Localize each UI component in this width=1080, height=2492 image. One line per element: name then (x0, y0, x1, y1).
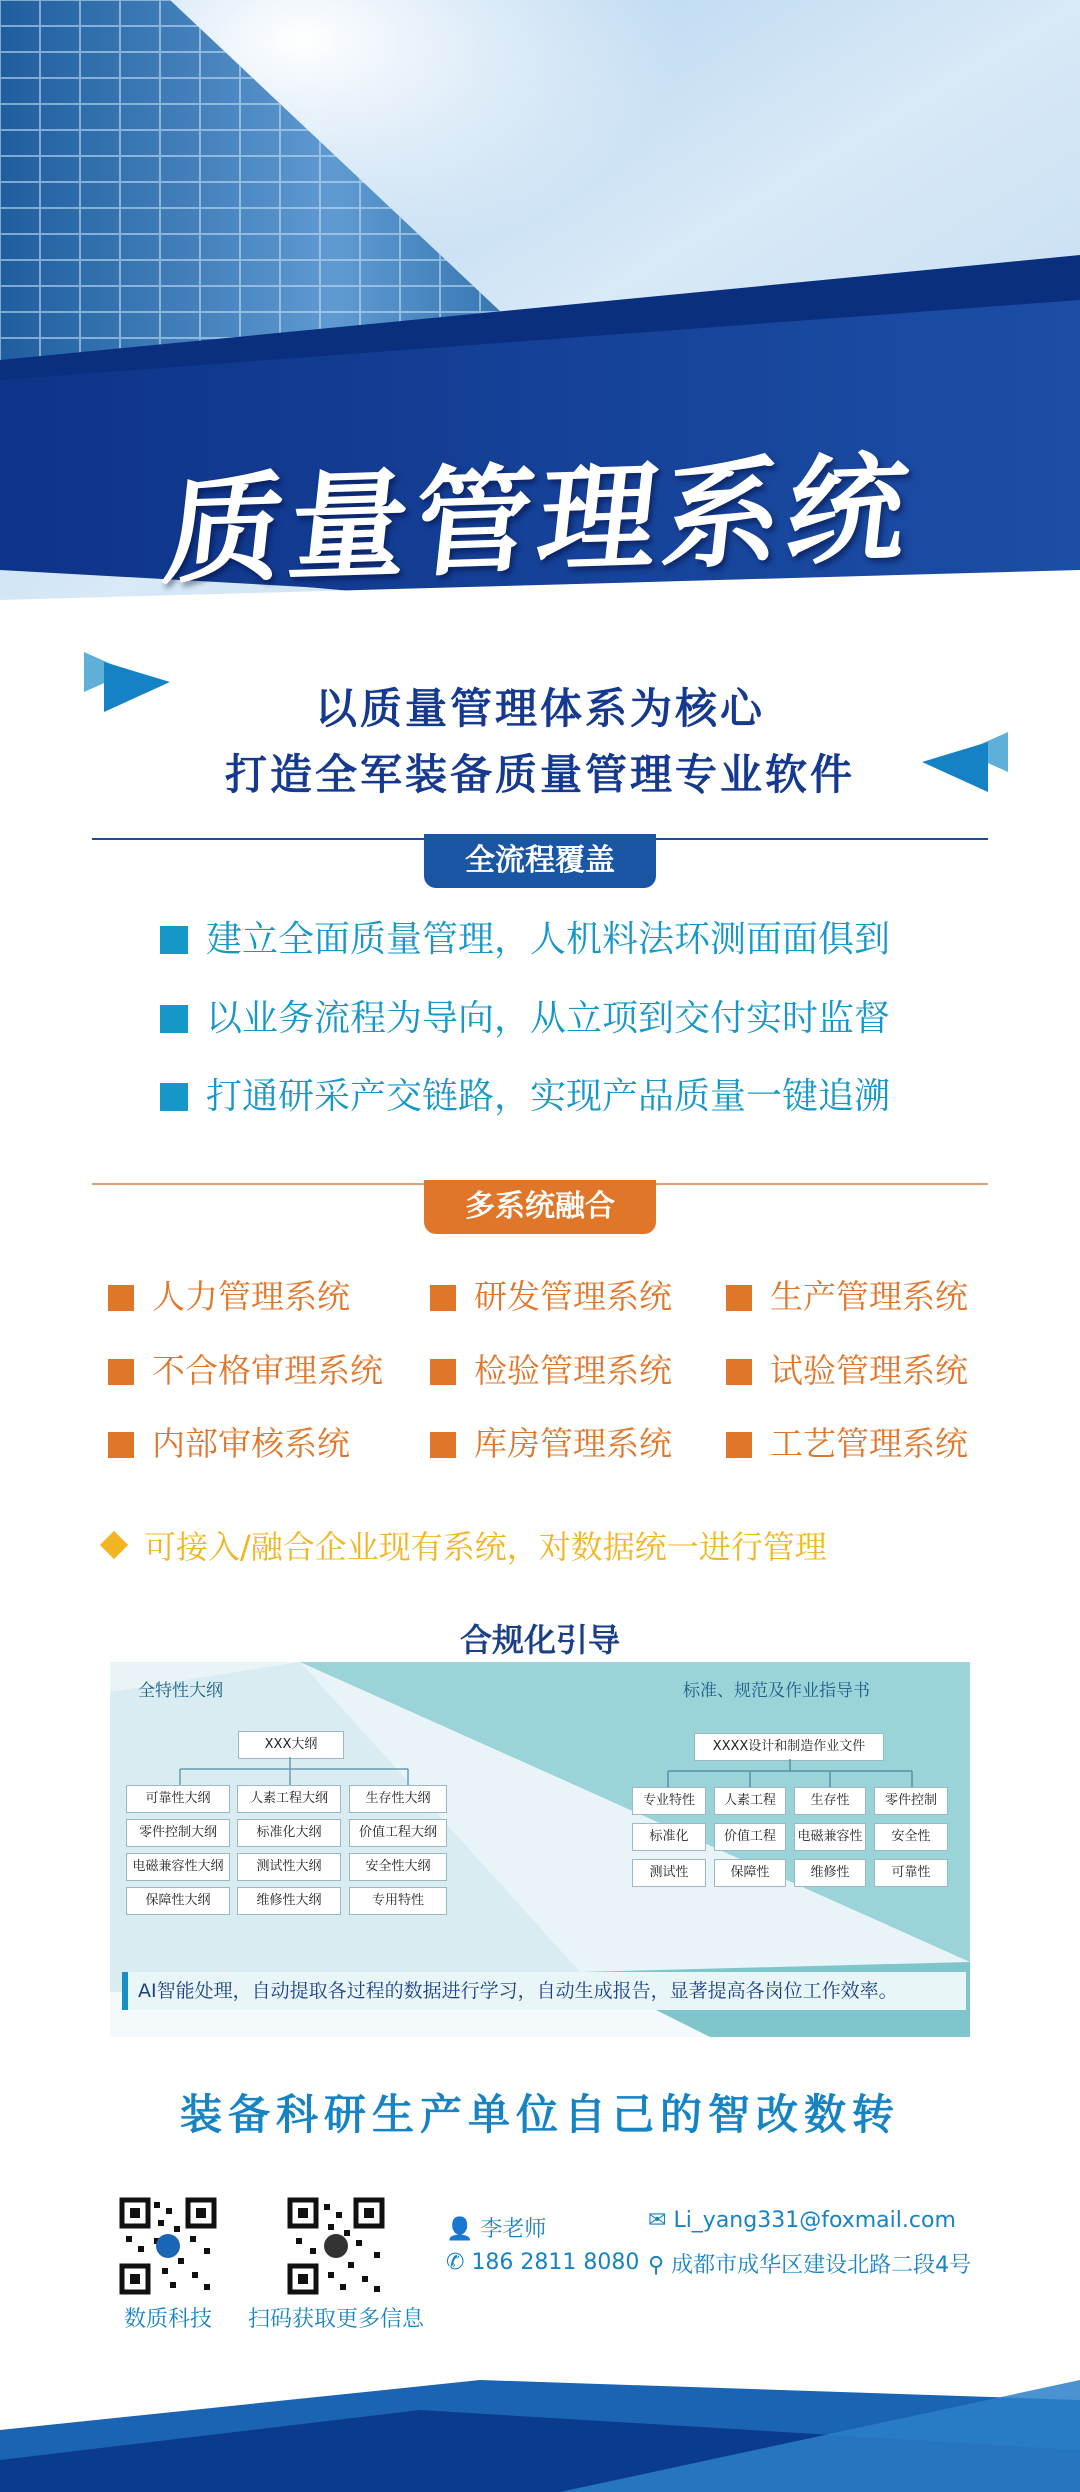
outline-box: 生存性大纲 (349, 1785, 447, 1813)
square-bullet-icon (430, 1359, 456, 1385)
coverage-item: 打通研采产交链路，实现产品质量一键追溯 (160, 1072, 890, 1122)
outline-box: 价值工程大纲 (349, 1819, 447, 1847)
contact-phone[interactable]: ✆ 186 2811 8080 (446, 2250, 640, 2275)
square-bullet-icon (726, 1432, 752, 1458)
square-bullet-icon (726, 1285, 752, 1311)
contact-email[interactable]: ✉ Li_yang331@foxmail.com (648, 2208, 956, 2233)
coverage-item: 建立全面质量管理，人机料法环测面面俱到 (160, 915, 890, 965)
footer-decoration (0, 2340, 1080, 2492)
qr-code-icon[interactable] (286, 2196, 386, 2296)
contact-address: ⚲ 成都市成华区建设北路二段4号 (648, 2253, 972, 2278)
outline-box: 维修性大纲 (237, 1887, 341, 1915)
tagline: 装备科研生产单位自己的智改数转 (179, 2090, 900, 2139)
square-bullet-icon (430, 1285, 456, 1311)
qr-caption-scan: 扫码获取更多信息 (247, 2307, 424, 2332)
outline-label: 全特性大纲 (138, 1681, 223, 1701)
outline-box: 安全性大纲 (349, 1853, 447, 1881)
square-bullet-icon (160, 1083, 188, 1111)
outline-box: 人素工程大纲 (237, 1785, 341, 1813)
standards-root-box: XXXX设计和制造作业文件 (694, 1733, 884, 1761)
coverage-item: 以业务流程为导向，从立项到交付实时监督 (160, 994, 890, 1044)
standards-box: 电磁兼容性 (794, 1823, 866, 1851)
slogan-line-1: 以质量管理体系为核心 (314, 684, 765, 733)
standards-connector (660, 1759, 920, 1789)
square-bullet-icon (108, 1285, 134, 1311)
integration-note: 可接入/融合企业现有系统，对数据统一进行管理 (104, 1522, 827, 1568)
outline-box: 专用特性 (349, 1887, 447, 1915)
outline-box: 电磁兼容性大纲 (126, 1853, 230, 1881)
diamond-icon (100, 1531, 128, 1559)
outline-box: 可靠性大纲 (126, 1785, 230, 1813)
system-item: 研发管理系统 (430, 1273, 672, 1321)
standards-label: 标准、规范及作业指导书 (683, 1681, 870, 1701)
square-bullet-icon (430, 1432, 456, 1458)
square-bullet-icon (160, 926, 188, 954)
system-item: 内部审核系统 (108, 1420, 350, 1468)
outline-box: 零件控制大纲 (126, 1819, 230, 1847)
square-bullet-icon (108, 1432, 134, 1458)
ai-processing-text: AI智能处理，自动提取各过程的数据进行学习，自动生成报告，显著提高各岗位工作效率。 (122, 1972, 966, 2010)
outline-box: 测试性大纲 (237, 1853, 341, 1881)
compliance-title: 合规化引导 (459, 1621, 620, 1659)
standards-box: 价值工程 (714, 1823, 786, 1851)
outline-connector (160, 1757, 420, 1787)
system-item: 不合格审理系统 (108, 1347, 383, 1395)
standards-box: 生存性 (794, 1787, 866, 1815)
section-title-coverage: 全流程覆盖 (424, 834, 656, 888)
outline-box: 标准化大纲 (237, 1819, 341, 1847)
location-pin-icon: ⚲ (648, 2253, 665, 2278)
mail-icon: ✉ (648, 2208, 667, 2233)
outline-root-box: XXX大纲 (238, 1731, 344, 1759)
system-item: 人力管理系统 (108, 1273, 350, 1321)
qr-caption-company: 数质科技 (123, 2307, 212, 2332)
person-icon: 👤 (446, 2217, 474, 2242)
system-item: 生产管理系统 (726, 1273, 968, 1321)
standards-box: 安全性 (874, 1823, 948, 1851)
standards-box: 专业特性 (632, 1787, 706, 1815)
section-title-integration: 多系统融合 (424, 1180, 656, 1234)
system-item: 试验管理系统 (726, 1347, 968, 1395)
standards-box: 维修性 (794, 1859, 866, 1887)
system-item: 检验管理系统 (430, 1347, 672, 1395)
system-item: 工艺管理系统 (726, 1420, 968, 1468)
contact-name: 👤 李老师 (446, 2217, 547, 2242)
slogan-line-2: 打造全军装备质量管理专业软件 (224, 750, 855, 799)
main-title: 质量管理系统 (157, 439, 920, 601)
square-bullet-icon (726, 1359, 752, 1385)
standards-box: 测试性 (632, 1859, 706, 1887)
square-bullet-icon (108, 1359, 134, 1385)
standards-box: 零件控制 (874, 1787, 948, 1815)
qr-code-icon[interactable] (118, 2196, 218, 2296)
standards-box: 人素工程 (714, 1787, 786, 1815)
system-item: 库房管理系统 (430, 1420, 672, 1468)
phone-icon: ✆ (446, 2250, 465, 2275)
standards-box: 保障性 (714, 1859, 786, 1887)
square-bullet-icon (160, 1005, 188, 1033)
standards-box: 标准化 (632, 1823, 706, 1851)
standards-box: 可靠性 (874, 1859, 948, 1887)
outline-box: 保障性大纲 (126, 1887, 230, 1915)
